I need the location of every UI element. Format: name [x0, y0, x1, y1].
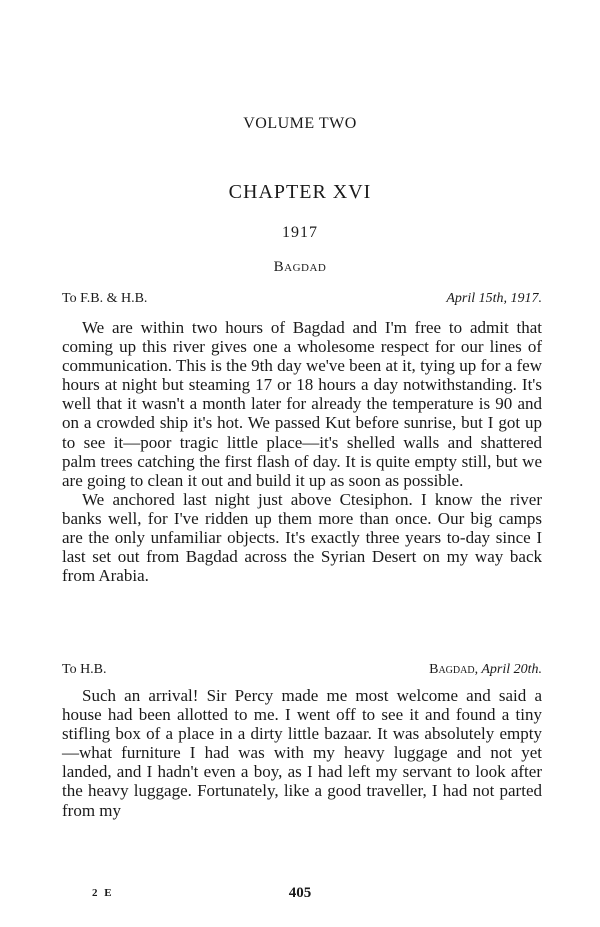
- letter-date: [429, 662, 542, 678]
- paragraph: We anchored last night just above Ctesiphon. I know the river banks well, for I've ridden up them more than once. Our big camps are the only unfamiliar objects. It's exactly three years to-day since I last set out from Bagdad across the Syrian Desert on my way back from Arabia.: [62, 489, 542, 586]
- running-head: VOLUME TWO: [243, 115, 357, 132]
- paragraph: Such an arrival! Sir Percy made me most welcome and said a house had been allotted to me. I went off to see it and found a tiny stifling box of a place in a dirty little bazaar. It was absolutely empty—what furniture I had was with my heavy luggage and not yet landed, and I hadn't even a boy, as I had left my servant to look after the heavy luggage. Fortunately, like a good traveller, I had not parted from my: [62, 686, 542, 820]
- letter-heading: [62, 291, 542, 307]
- letter-date-place: Bagdad,: [429, 662, 479, 677]
- letter-body: [62, 318, 542, 585]
- printer-signature: 2 E: [92, 887, 114, 899]
- letter-recipient: To F.B. & H.B.: [62, 291, 148, 306]
- letter-body: [62, 686, 542, 820]
- letter-date: April 15th, 1917.: [446, 291, 542, 306]
- chapter-title: CHAPTER XVI: [228, 181, 372, 203]
- letter-recipient: To H.B.: [62, 662, 107, 677]
- chapter-place: Bagdad: [273, 259, 327, 275]
- page-number: 405: [288, 885, 312, 901]
- chapter-year: 1917: [282, 224, 318, 241]
- letter-heading: [62, 662, 542, 678]
- paragraph: We are within two hours of Bagdad and I'm free to admit that coming up this river gives one a wholesome respect for our lines of communication. This is the 9th day we've been at it, tying up for a few hours at night but steaming 17 or 18 hours a day notwithstanding. It's well that it wasn't a month later for already the temperature is 90 and on a crowded ship it's hot. We passed Kut before sunrise, but I got up to see it—poor tragic little place—it's shelled walls and shattered palm trees catching the first flash of day. It is quite empty still, but we are going to clean it out and build it up as soon as possible.: [62, 318, 542, 490]
- letter-date-text: April 20th.: [481, 662, 542, 677]
